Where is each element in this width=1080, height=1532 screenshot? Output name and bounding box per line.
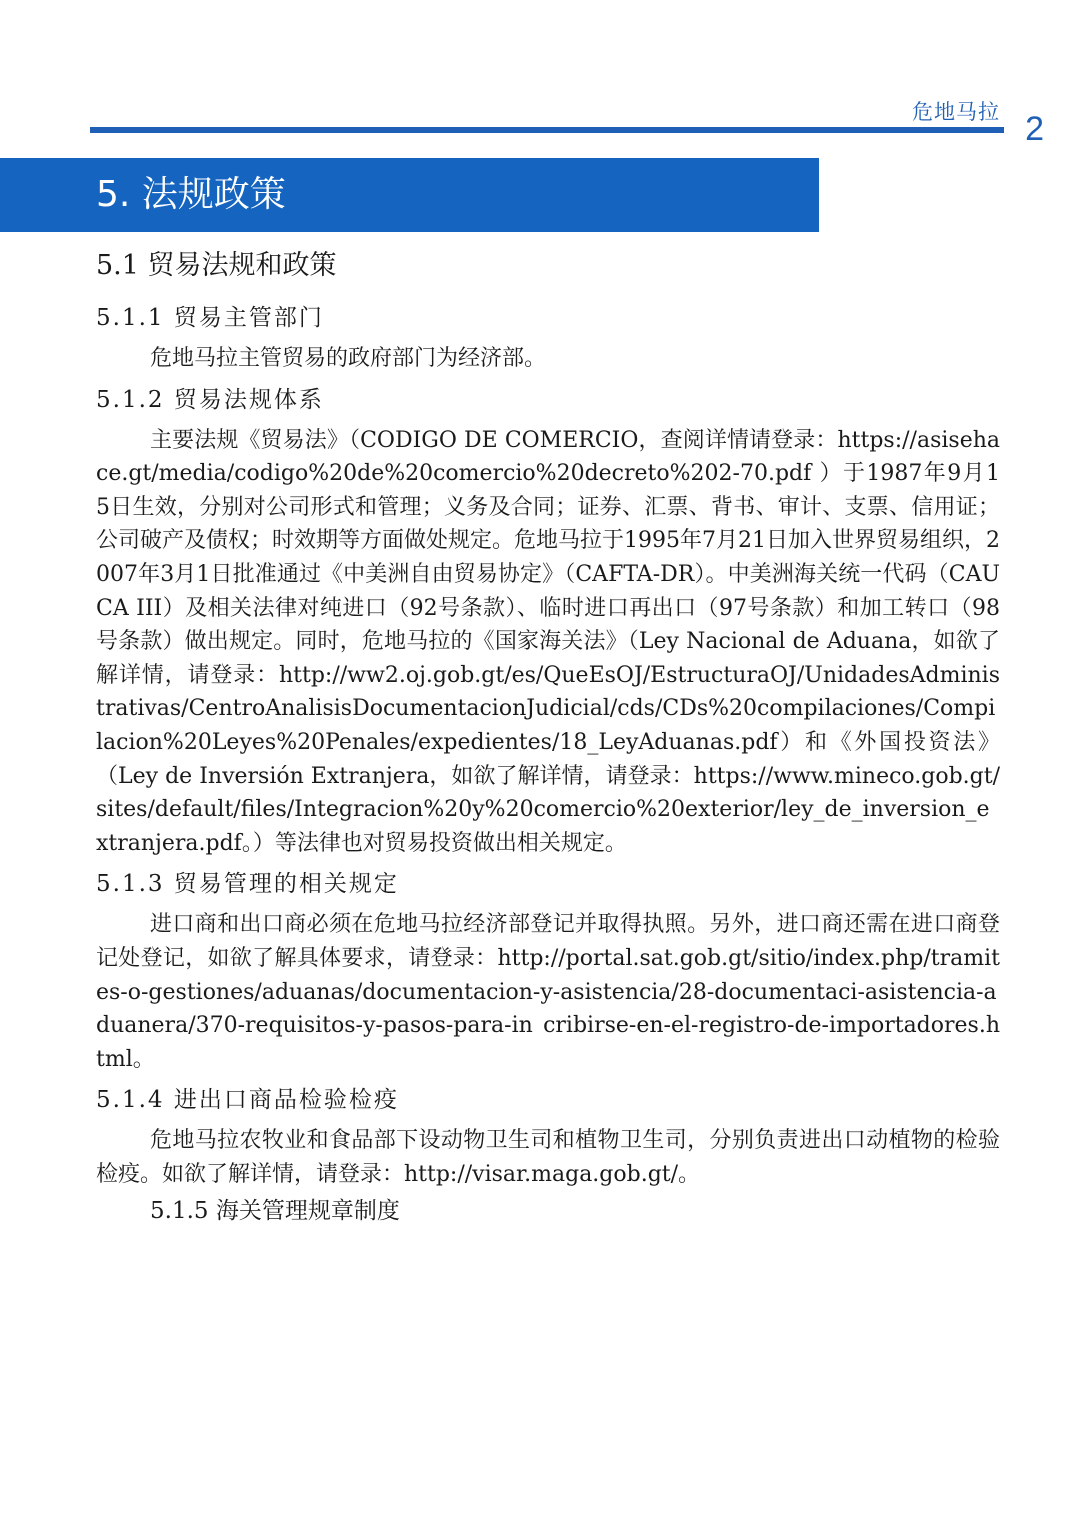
section-5-1-2-heading: 5.1.2 贸易法规体系 (96, 386, 324, 413)
section-5-1-3-paragraph: 进口商和出口商必须在危地马拉经济部登记并取得执照。另外，进口商还需在进口商登记处登记，如欲了解具体要求，请登录：http://portal.sat.gob.gt/sitio/index.php/tramites-o-gestiones/aduanas/documentacion-y-asistencia/28-documentaci-asistencia-aduanera/370-requisitos-y-pasos-para-in cribirse-en-el-registro-de-importadores.html。 (96, 912, 1000, 1072)
section-5-1-4-paragraph: 危地马拉农牧业和食品部下设动物卫生司和植物卫生司，分别负责进出口动植物的检验检疫。如欲了解详情，请登录：http://visar.maga.gob.gt/。 (96, 1128, 1000, 1187)
section-5-1-1-paragraph: 危地马拉主管贸易的政府部门为经济部。 (150, 346, 547, 371)
section-5-1-1-heading: 5.1.1 贸易主管部门 (96, 305, 324, 331)
page-number: 2 (1025, 110, 1044, 148)
header-rule (90, 127, 1004, 133)
chapter-title: 5. 法规政策 (96, 174, 286, 215)
document-body (96, 244, 1000, 1229)
section-5-1-5-heading: 5.1.5 海关管理规章制度 (150, 1198, 400, 1225)
running-header-title: 危地马拉 (912, 100, 1000, 124)
section-5-1-heading: 5.1 贸易法规和政策 (96, 250, 337, 281)
section-5-1-4-heading: 5.1.4 进出口商品检验检疫 (96, 1087, 399, 1114)
section-5-1-3-heading: 5.1.3 贸易管理的相关规定 (96, 871, 399, 898)
section-5-1-2-paragraph: 主要法规《贸易法》（CODIGO DE COMERCIO，查阅详情请登录：https://asisehace.gt/media/codigo%20de%20comercio%20decreto%202-70.pdf ）于1987年9月15日生效，分别对公司形式和管理；义务及合同；证券、汇票、背书、审计、支票、信用证；公司破产及债权；时效期等方面做处规定。危地马拉于1995年7月21日加入世界贸易组织，2007年3月1日批准通过《中美洲自由贸易协定》（CAFTA-DR）。中美洲海关统一代码（CAUCA III）及相关法律对纯进口（92号条款）、临时进口再出口（97号条款）和加工转口（98号条款）做出规定。同时，危地马拉的《国家海关法》（Ley Nacional de Aduana，如欲了解详情，请登录：http://ww2.oj.gob.gt/es/QueEsOJ/EstructuraOJ/UnidadesAdministrativas/CentroAnalisisDocumentacionJudicial/cds/CDs%20compilaciones/Compilacion%20Leyes%20Penales/expedientes/18_LeyAduanas.pdf）和《外国投资法》（Ley de Inversión Extranjera，如欲了解详情，请登录：https://www.mineco.gob.gt/sites/default/files/Integracion%20y%20comercio%20exterior/ley_de_inversion_extranjera.pdf。）等法律也对贸易投资做出相关规定。 (96, 427, 1000, 856)
chapter-banner (0, 158, 819, 232)
